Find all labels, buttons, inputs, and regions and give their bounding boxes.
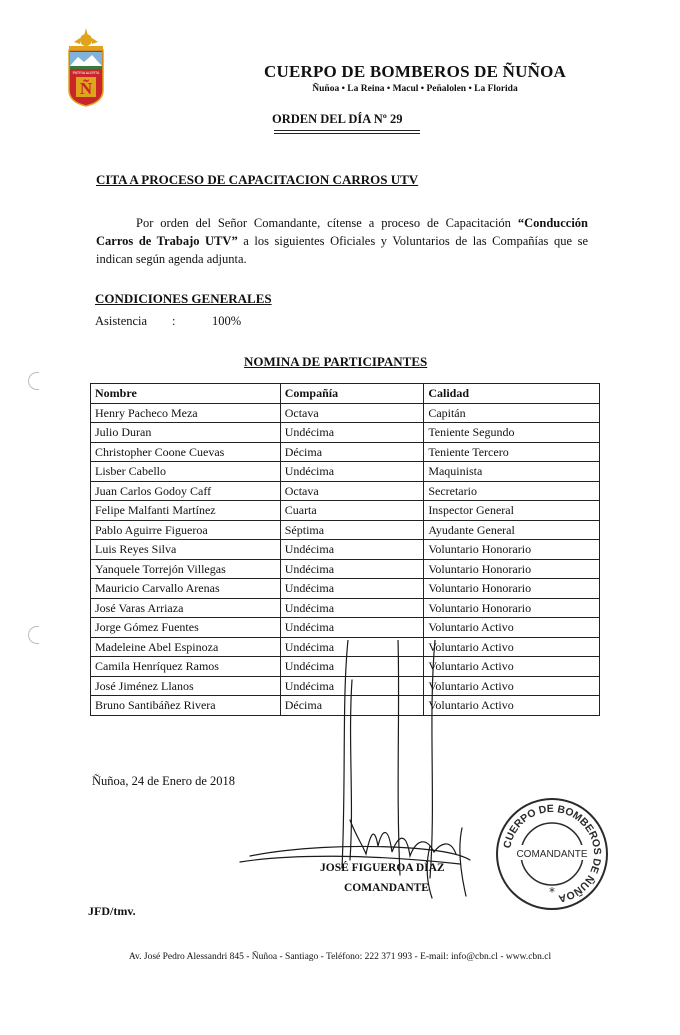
cell-rank: Secretario [424, 481, 600, 501]
cell-rank: Ayudante General [424, 520, 600, 540]
table-row [91, 540, 600, 560]
cell-rank: Voluntario Activo [424, 637, 600, 657]
table-row [91, 559, 600, 579]
cell-rank: Teniente Segundo [424, 423, 600, 443]
table-header-row [91, 384, 600, 404]
punch-hole-mark [28, 626, 39, 644]
cell-rank: Voluntario Honorario [424, 598, 600, 618]
cell-name: Lisber Cabello [91, 462, 281, 482]
course-name: “Conducción Carros de Trabajo UTV” [96, 216, 588, 248]
conditions-heading: CONDICIONES GENERALES [95, 291, 272, 306]
footer-address: Av. José Pedro Alessandri 845 - Ñuñoa - Santiago - Teléfono: 222 371 993 - E-mail: info@cbn.cl - www.cbn.cl [128, 952, 552, 962]
organization-name: CUERPO DE BOMBEROS DE ÑUÑOA [264, 62, 566, 81]
table-row [91, 423, 600, 443]
stamp-ring-text: CUERPO DE BOMBEROS DE ÑUÑOA [501, 802, 604, 905]
table-row [91, 403, 600, 423]
cell-rank: Voluntario Activo [424, 657, 600, 677]
cell-company: Undécima [280, 579, 424, 599]
stamp-center-text: COMANDANTE [516, 849, 588, 860]
cell-company: Undécima [280, 637, 424, 657]
cell-name: Luis Reyes Silva [91, 540, 281, 560]
cell-name: José Jiménez Llanos [91, 676, 281, 696]
signer-name: JOSÉ FIGUEROA DÍAZ [320, 862, 445, 874]
cell-rank: Capitán [424, 403, 600, 423]
cell-company: Undécima [280, 598, 424, 618]
attendance-colon: : [172, 314, 176, 328]
signer-role: COMANDANTE [344, 882, 429, 894]
table-row [91, 618, 600, 638]
cell-company: Undécima [280, 423, 424, 443]
column-header-name: Nombre [91, 384, 281, 404]
cell-company: Undécima [280, 540, 424, 560]
cell-rank: Voluntario Honorario [424, 559, 600, 579]
table-row [91, 501, 600, 521]
cell-rank: Maquinista [424, 462, 600, 482]
punch-hole-mark [28, 372, 39, 390]
logo-letter: Ñ [79, 79, 93, 98]
cell-rank: Voluntario Activo [424, 696, 600, 716]
cell-rank: Inspector General [424, 501, 600, 521]
table-row [91, 598, 600, 618]
paragraph-text: a los siguientes Oficiales y Voluntarios de las Compañías que se indican según agenda adjunta. [96, 234, 588, 266]
order-title: ORDEN DEL DÍA Nº 29 [272, 112, 403, 126]
paragraph-text: Por orden del Señor Comandante, cítense a proceso de Capacitación [136, 216, 518, 230]
cell-name: Felipe Malfanti Martínez [91, 501, 281, 521]
table-row [91, 481, 600, 501]
communes-list: Ñuñoa • La Reina • Macul • Peñalolen • La Florida [312, 84, 518, 94]
cell-company: Undécima [280, 462, 424, 482]
table-row [91, 520, 600, 540]
cell-name: José Varas Arriaza [91, 598, 281, 618]
table-row [91, 442, 600, 462]
cell-name: Julio Duran [91, 423, 281, 443]
cell-company: Octava [280, 481, 424, 501]
cell-rank: Teniente Tercero [424, 442, 600, 462]
cell-name: Camila Henríquez Ramos [91, 657, 281, 677]
column-header-company: Compañía [280, 384, 424, 404]
cell-company: Séptima [280, 520, 424, 540]
cell-name: Jorge Gómez Fuentes [91, 618, 281, 638]
cell-name: Pablo Aguirre Figueroa [91, 520, 281, 540]
cell-name: Yanquele Torrejón Villegas [91, 559, 281, 579]
cell-company: Octava [280, 403, 424, 423]
author-initials: JFD/tmv. [88, 904, 136, 918]
subject-heading: CITA A PROCESO DE CAPACITACION CARROS UTV [96, 172, 419, 187]
cell-company: Undécima [280, 676, 424, 696]
cell-name: Mauricio Carvallo Arenas [91, 579, 281, 599]
cell-company: Décima [280, 696, 424, 716]
cell-name: Bruno Santibáñez Rivera [91, 696, 281, 716]
cell-company: Undécima [280, 559, 424, 579]
cell-name: Christopher Coone Cuevas [91, 442, 281, 462]
star-icon: * [549, 885, 555, 899]
cell-rank: Voluntario Activo [424, 676, 600, 696]
cell-company: Undécima [280, 618, 424, 638]
cell-name: Henry Pacheco Meza [91, 403, 281, 423]
cell-company: Décima [280, 442, 424, 462]
attendance-label: Asistencia [95, 314, 148, 328]
roster-heading: NOMINA DE PARTICIPANTES [244, 354, 428, 369]
cell-rank: Voluntario Honorario [424, 540, 600, 560]
order-title-underline [274, 130, 420, 131]
cell-rank: Voluntario Activo [424, 618, 600, 638]
cell-name: Madeleine Abel Espinoza [91, 637, 281, 657]
table-row [91, 579, 600, 599]
official-stamp [494, 796, 610, 912]
cell-company: Cuarta [280, 501, 424, 521]
column-header-rank: Calidad [424, 384, 600, 404]
cell-company: Undécima [280, 657, 424, 677]
table-row [91, 462, 600, 482]
handwritten-signature [230, 640, 490, 900]
logo-motto: PATRIA ALERTA [72, 71, 100, 75]
attendance-value: 100% [212, 314, 242, 328]
order-paragraph [96, 214, 588, 268]
order-title-underline [274, 133, 420, 134]
cell-name: Juan Carlos Godoy Caff [91, 481, 281, 501]
cell-rank: Voluntario Honorario [424, 579, 600, 599]
place-and-date: Ñuñoa, 24 de Enero de 2018 [92, 774, 236, 788]
